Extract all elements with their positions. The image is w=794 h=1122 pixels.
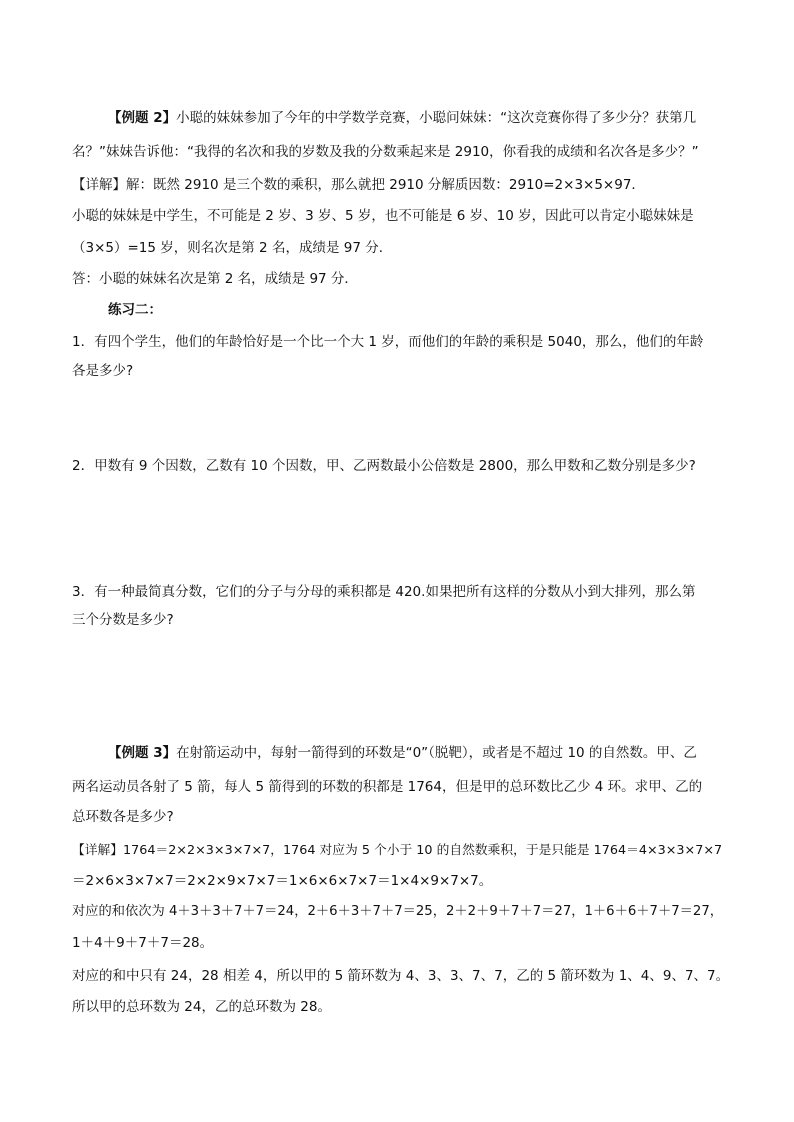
example3-detail-line2: ＝2×6×3×7×7＝2×2×9×7×7＝1×6×6×7×7＝1×4×9×7×7。 [72,873,493,889]
practice2-q2-line1: 2．甲数有 9 个因数，乙数有 10 个因数，甲、乙两数最小公倍数是 2800，那么甲数和乙数分别是多少? [72,458,696,474]
example3-detail-line3: 对应的和依次为 4＋3＋3＋7＋7＝24，2＋6＋3＋7＋7＝25，2＋2＋9＋7＋7＝27，1＋6＋6＋7＋7＝27， [72,904,724,919]
practice2-q3-line2: 三个分数是多少? [72,612,174,628]
example2-first-line [108,108,696,128]
example3-detail-line1 [72,841,722,861]
example2-detail-line1 [72,175,645,195]
example2-text-line2: 名？”妹妹告诉他：“我得的名次和我的岁数及我的分数乘起来是 2910，你看我的成绩和名次各是多少？” [72,144,699,160]
practice2-q1-line1: 1．有四个学生，他们的年龄恰好是一个比一个大 1 岁，而他们的年龄的乘积是 5040，那么，他们的年龄 [72,334,704,350]
example2-detail-label: 【详解】 [72,177,126,193]
practice2-q3-line1: 3．有一种最简真分数，它们的分子与分母的乘积都是 420.如果把所有这样的分数从小到大排列，那么第 [72,584,696,600]
example3-detail-line5: 对应的和中只有 24，28 相差 4，所以甲的 5 箭环数为 4、3、3、7、7，乙的 5 箭环数为 1、4、9、7、7。 [72,968,730,984]
example3-detail-label: 【详解】 [72,843,123,858]
example3-detail-line6: 所以甲的总环数为 24，乙的总环数为 28。 [72,999,331,1015]
practice2-q1-line2: 各是多少? [72,363,134,379]
practice2-title: 练习二： [108,302,162,318]
example3-detail-text1: 1764＝2×2×3×3×7×7，1764 对应为 5 个小于 10 的自然数乘积，于是只能是 1764＝4×3×3×7×7 [123,843,723,858]
example3-detail-line4: 1＋4＋9＋7＋7＝28。 [72,935,214,951]
example3-label: 【例题 3】 [108,745,177,761]
example2-answer: 答：小聪的妹妹名次是第 2 名，成绩是 97 分． [72,271,358,287]
example3-text-line2: 两名运动员各射了 5 箭，每人 5 箭得到的环数的积都是 1764，但是甲的总环数比乙少 4 环。求甲、乙的 [72,779,703,795]
example3-first-line [108,743,697,763]
example2-detail-text1: 解：既然 2910 是三个数的乘积，那么就把 2910 分解质因数：2910=2×3×5×97． [126,177,645,193]
example2-label: 【例题 2】 [108,110,177,126]
example2-detail-line3: （3×5）=15 岁，则名次是第 2 名，成绩是 97 分． [72,240,393,256]
example3-text-line3: 总环数各是多少? [72,809,174,825]
example3-text-line1: 在射箭运动中，每射一箭得到的环数是“0”（脱靶），或者是不超过 10 的自然数。甲、乙 [176,745,697,761]
example2-text-line1: 小聪的妹妹参加了今年的中学数学竞赛，小聪问妹妹：“这次竞赛你得了多少分？获第几 [176,110,697,126]
example2-detail-line2: 小聪的妹妹是中学生，不可能是 2 岁、3 岁、5 岁，也不可能是 6 岁、10 岁，因此可以肯定小聪妹妹是 [72,208,694,224]
